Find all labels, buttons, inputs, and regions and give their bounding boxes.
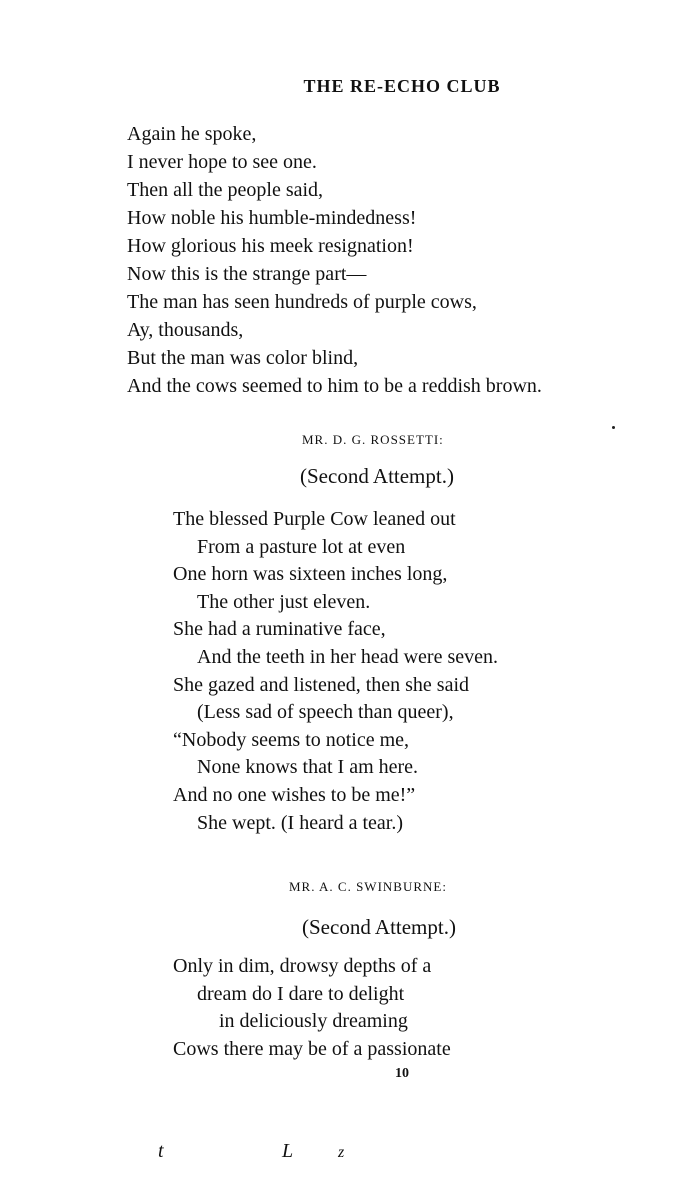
poem-line: And the teeth in her head were seven. xyxy=(197,645,498,668)
poem-line: Only in dim, drowsy depths of a xyxy=(173,955,432,977)
poem-line: She had a ruminative face, xyxy=(173,618,386,641)
page-number: 10 xyxy=(395,1066,409,1081)
prose-line: But the man was color blind, xyxy=(127,347,359,369)
swinburne-attribution: MR. A. C. SWINBURNE: xyxy=(289,879,447,894)
poem-line: The other just eleven. xyxy=(197,590,371,613)
prose-line: Again he spoke, xyxy=(127,123,257,145)
poem-line: None knows that I am here. xyxy=(197,756,419,779)
poem-line: She wept. (I heard a tear.) xyxy=(197,811,404,834)
running-title: THE RE-ECHO CLUB xyxy=(303,76,501,96)
rossetti-subtitle: (Second Attempt.) xyxy=(300,464,454,488)
stray-mark: L xyxy=(282,1140,294,1162)
stray-dot xyxy=(612,426,615,429)
prose-line: Then all the people said, xyxy=(127,179,324,201)
prose-line: Now this is the strange part— xyxy=(127,263,367,285)
poem-line: dream do I dare to delight xyxy=(197,982,405,1005)
poem-line: in deliciously dreaming xyxy=(219,1010,408,1033)
poem-line: She gazed and listened, then she said xyxy=(173,673,470,696)
stray-mark: z xyxy=(338,1144,345,1161)
poem-line: And no one wishes to be me!” xyxy=(173,783,416,806)
swinburne-poem xyxy=(173,953,451,1063)
poem-line: (Less sad of speech than queer), xyxy=(197,701,454,724)
poem-line: “Nobody seems to notice me, xyxy=(173,728,410,751)
swinburne-subtitle: (Second Attempt.) xyxy=(302,915,456,939)
poem-line: The blessed Purple Cow leaned out xyxy=(173,508,456,530)
prose-line: The man has seen hundreds of purple cows, xyxy=(127,291,477,313)
prose-line: I never hope to see one. xyxy=(127,151,317,173)
poem-line: One horn was sixteen inches long, xyxy=(173,563,448,586)
poem-line: From a pasture lot at even xyxy=(197,535,406,558)
rossetti-poem xyxy=(173,506,498,837)
prose-line: How noble his humble-mindedness! xyxy=(127,207,417,229)
prose-line: Ay, thousands, xyxy=(127,319,244,341)
prose-block xyxy=(127,120,542,400)
stray-mark: t xyxy=(158,1140,164,1162)
prose-line: How glorious his meek resignation! xyxy=(127,235,414,257)
prose-line: And the cows seemed to him to be a reddish brown. xyxy=(127,375,542,397)
poem-line: Cows there may be of a passionate xyxy=(173,1037,451,1060)
rossetti-attribution: MR. D. G. ROSSETTI: xyxy=(302,432,444,447)
